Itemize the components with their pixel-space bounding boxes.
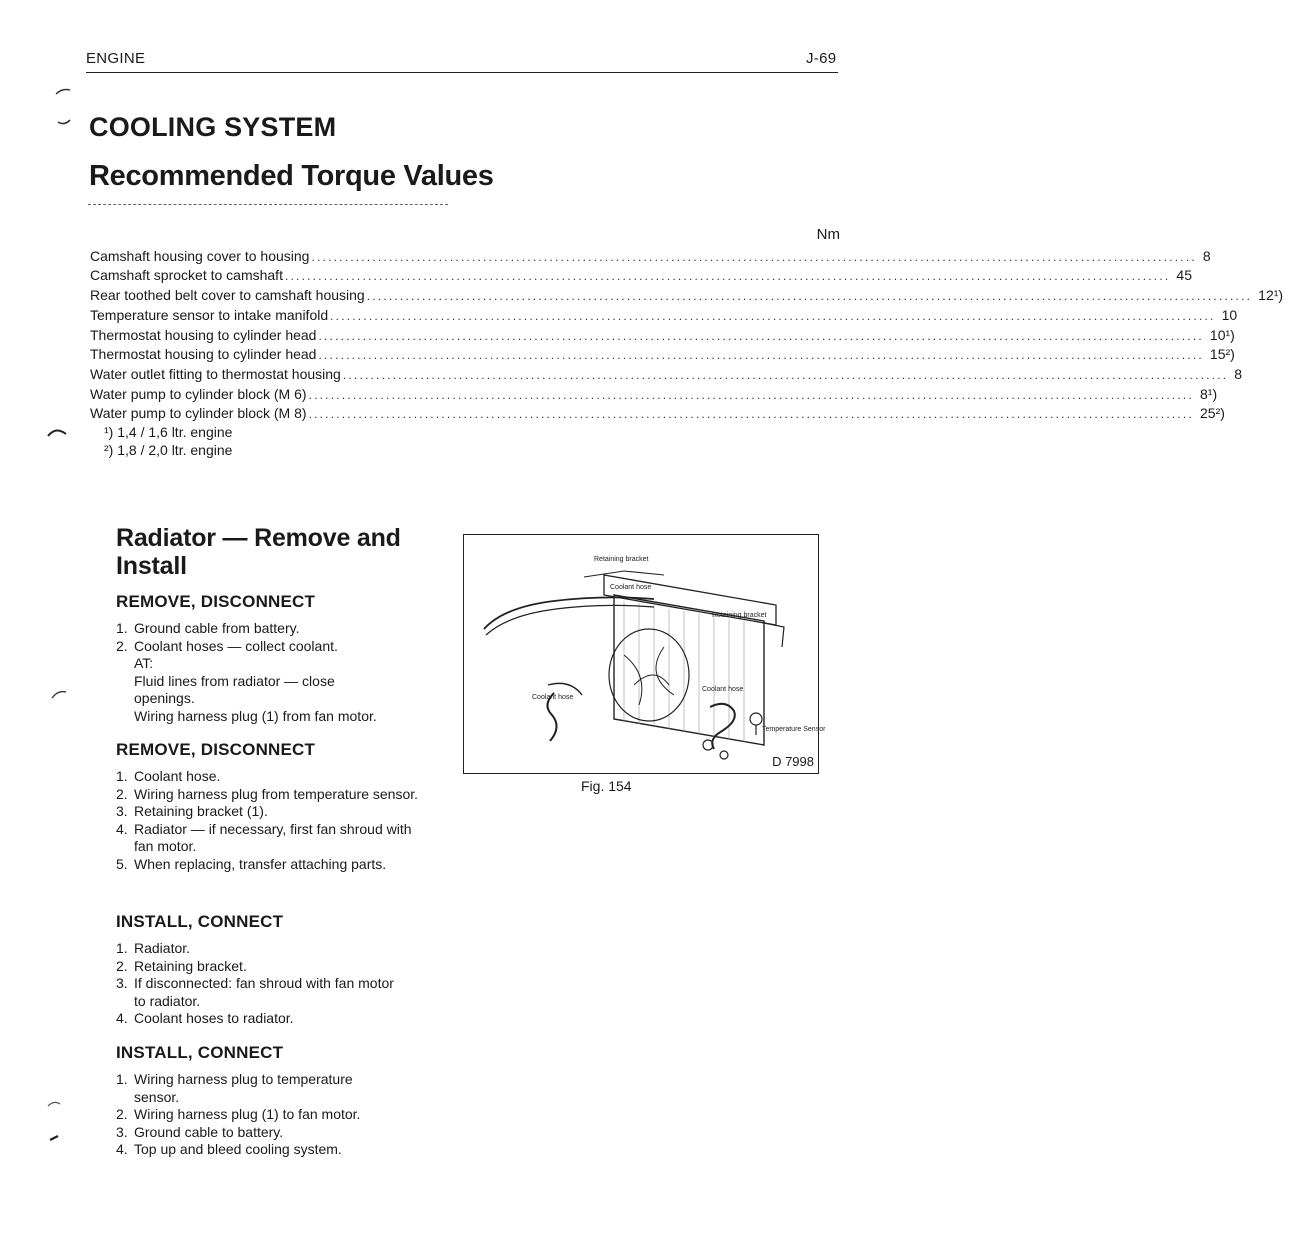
procedure-step: [116, 821, 424, 856]
torque-value: 8¹): [1200, 385, 1218, 402]
step-number: 5.: [116, 855, 128, 872]
step-subline: Wiring harness plug (1) from fan motor.: [134, 707, 377, 724]
step-text: Radiator — if necessary, first fan shroud with fan motor.: [134, 820, 412, 854]
procedure-step: [116, 856, 424, 874]
step-number: 3.: [116, 1123, 128, 1140]
leader-dots: [367, 287, 1252, 306]
procedure-title: INSTALL, CONNECT: [116, 912, 284, 931]
step-text: Radiator.: [134, 940, 191, 956]
step-text: Wiring harness plug from temperature sensor.: [134, 785, 419, 802]
procedure-step: [116, 975, 396, 1010]
torque-label: Camshaft housing cover to housing: [90, 247, 310, 264]
step-text: Coolant hose.: [134, 768, 221, 784]
torque-label: Camshaft sprocket to camshaft: [90, 267, 283, 284]
subtitle-rule: [88, 204, 448, 205]
leader-dots: [285, 267, 1170, 286]
procedure-step: [116, 1141, 396, 1159]
margin-mark: [50, 688, 70, 702]
leader-dots: [330, 307, 1215, 326]
figure-label: Retaining bracket: [712, 612, 767, 619]
procedure-steps: [116, 1071, 396, 1159]
procedure-steps: [116, 620, 436, 725]
step-number: 3.: [116, 975, 128, 991]
step-subline: AT:: [134, 655, 154, 671]
torque-row: [90, 385, 1218, 405]
torque-row: [90, 365, 1243, 385]
torque-unit: Nm: [816, 226, 840, 243]
step-number: 1.: [116, 620, 128, 636]
torque-label: Water pump to cylinder block (M 8): [90, 405, 307, 422]
step-number: 2.: [116, 1106, 128, 1122]
procedure-step: [116, 803, 424, 821]
figure-label: Retaining bracket: [594, 556, 649, 563]
figure-radiator: [463, 534, 826, 774]
torque-value: 10: [1221, 306, 1238, 323]
margin-mark: [52, 86, 76, 130]
leader-dots: [309, 405, 1194, 424]
step-text: Coolant hoses to radiator.: [134, 1010, 294, 1026]
section-heading-line: Install: [116, 552, 187, 580]
figure-label: Coolant hose: [702, 686, 744, 693]
drawing-code: D 7998: [772, 754, 814, 769]
step-text: Coolant hoses — collect coolant.: [134, 637, 338, 654]
step-number: 4.: [116, 820, 128, 837]
step-text: Top up and bleed cooling system.: [134, 1141, 342, 1157]
procedure-title: REMOVE, DISCONNECT: [116, 592, 316, 611]
torque-row: [90, 247, 1211, 267]
page-title: COOLING SYSTEM: [89, 112, 337, 142]
torque-value: 8: [1202, 247, 1211, 264]
step-text: Ground cable from battery.: [134, 620, 300, 636]
procedure-step: [116, 620, 436, 638]
step-text: Retaining bracket (1).: [134, 803, 268, 819]
procedure-title: REMOVE, DISCONNECT: [116, 740, 316, 759]
page-number: J-69: [806, 50, 837, 67]
section-heading: [116, 524, 401, 580]
torque-label: Thermostat housing to cylinder head: [90, 346, 317, 363]
torque-value: 25²): [1200, 405, 1225, 422]
step-number: 2.: [116, 785, 128, 802]
step-subline: openings.: [134, 690, 195, 706]
procedure-step: [116, 940, 396, 958]
torque-row: [90, 286, 1284, 306]
torque-value: 15²): [1209, 346, 1235, 363]
step-text: Retaining bracket.: [134, 957, 247, 974]
figure-label: Temperature Sensor: [762, 726, 826, 733]
step-text: Wiring harness plug to temperature sensor.: [134, 1071, 353, 1105]
procedure-step: [116, 1071, 396, 1106]
step-text: Ground cable to battery.: [134, 1123, 284, 1140]
procedure-step: [116, 768, 424, 786]
torque-label: Water outlet fitting to thermostat housing: [90, 365, 341, 382]
step-number: 4.: [116, 1141, 128, 1157]
header-rule: [86, 72, 838, 73]
procedure-step: [116, 1124, 396, 1142]
procedure-steps: [116, 768, 424, 873]
step-number: 1.: [116, 940, 128, 956]
page-subtitle: Recommended Torque Values: [89, 160, 494, 192]
figure-label: Coolant hose: [532, 694, 574, 701]
step-subline: Fluid lines from radiator — close: [134, 672, 335, 689]
procedure-step: [116, 1106, 396, 1124]
footnote: ²) 1,8 / 2,0 ltr. engine: [104, 442, 233, 458]
margin-mark: [46, 424, 70, 440]
torque-label: Water pump to cylinder block (M 6): [90, 385, 307, 402]
footnotes: [104, 423, 232, 459]
procedure-step: [116, 958, 396, 976]
procedure-step: [116, 1010, 396, 1028]
margin-mark: [44, 1098, 66, 1154]
section-heading-line: Radiator — Remove and: [116, 524, 401, 552]
torque-label: Rear toothed belt cover to camshaft housing: [90, 287, 365, 304]
procedure-step: [116, 638, 436, 726]
leader-dots: [311, 248, 1196, 267]
torque-label: Temperature sensor to intake manifold: [90, 306, 329, 323]
leader-dots: [309, 386, 1194, 405]
torque-row: [90, 266, 1192, 286]
torque-row: [90, 404, 1225, 424]
step-text: Wiring harness plug (1) to fan motor.: [134, 1106, 361, 1122]
step-number: 2.: [116, 637, 128, 654]
torque-value: 45: [1176, 267, 1192, 284]
step-number: 2.: [116, 957, 128, 974]
torque-value: 10¹): [1209, 326, 1235, 343]
figure-label: Coolant hose: [610, 584, 652, 591]
footnote: ¹) 1,4 / 1,6 ltr. engine: [104, 424, 233, 440]
leader-dots: [318, 346, 1203, 365]
procedure-steps: [116, 940, 396, 1028]
step-number: 1.: [116, 1071, 128, 1087]
torque-value: 8: [1234, 365, 1243, 382]
step-number: 1.: [116, 768, 128, 784]
radiator-illustration: [464, 535, 826, 771]
procedure-step: [116, 786, 424, 804]
leader-dots: [343, 366, 1228, 385]
step-text: If disconnected: fan shroud with fan motor to radiator.: [134, 975, 394, 1009]
torque-row: [90, 306, 1238, 326]
step-number: 4.: [116, 1010, 128, 1026]
torque-row: [90, 326, 1235, 346]
torque-label: Thermostat housing to cylinder head: [90, 326, 317, 343]
step-number: 3.: [116, 803, 128, 819]
figure-caption: Fig. 154: [581, 778, 632, 794]
torque-value: 12¹): [1258, 287, 1284, 304]
procedure-title: INSTALL, CONNECT: [116, 1043, 284, 1062]
torque-table: [90, 226, 1284, 424]
leader-dots: [318, 327, 1203, 346]
torque-row: [90, 345, 1235, 365]
step-text: When replacing, transfer attaching parts.: [134, 855, 387, 872]
running-header-section: ENGINE: [86, 50, 146, 67]
